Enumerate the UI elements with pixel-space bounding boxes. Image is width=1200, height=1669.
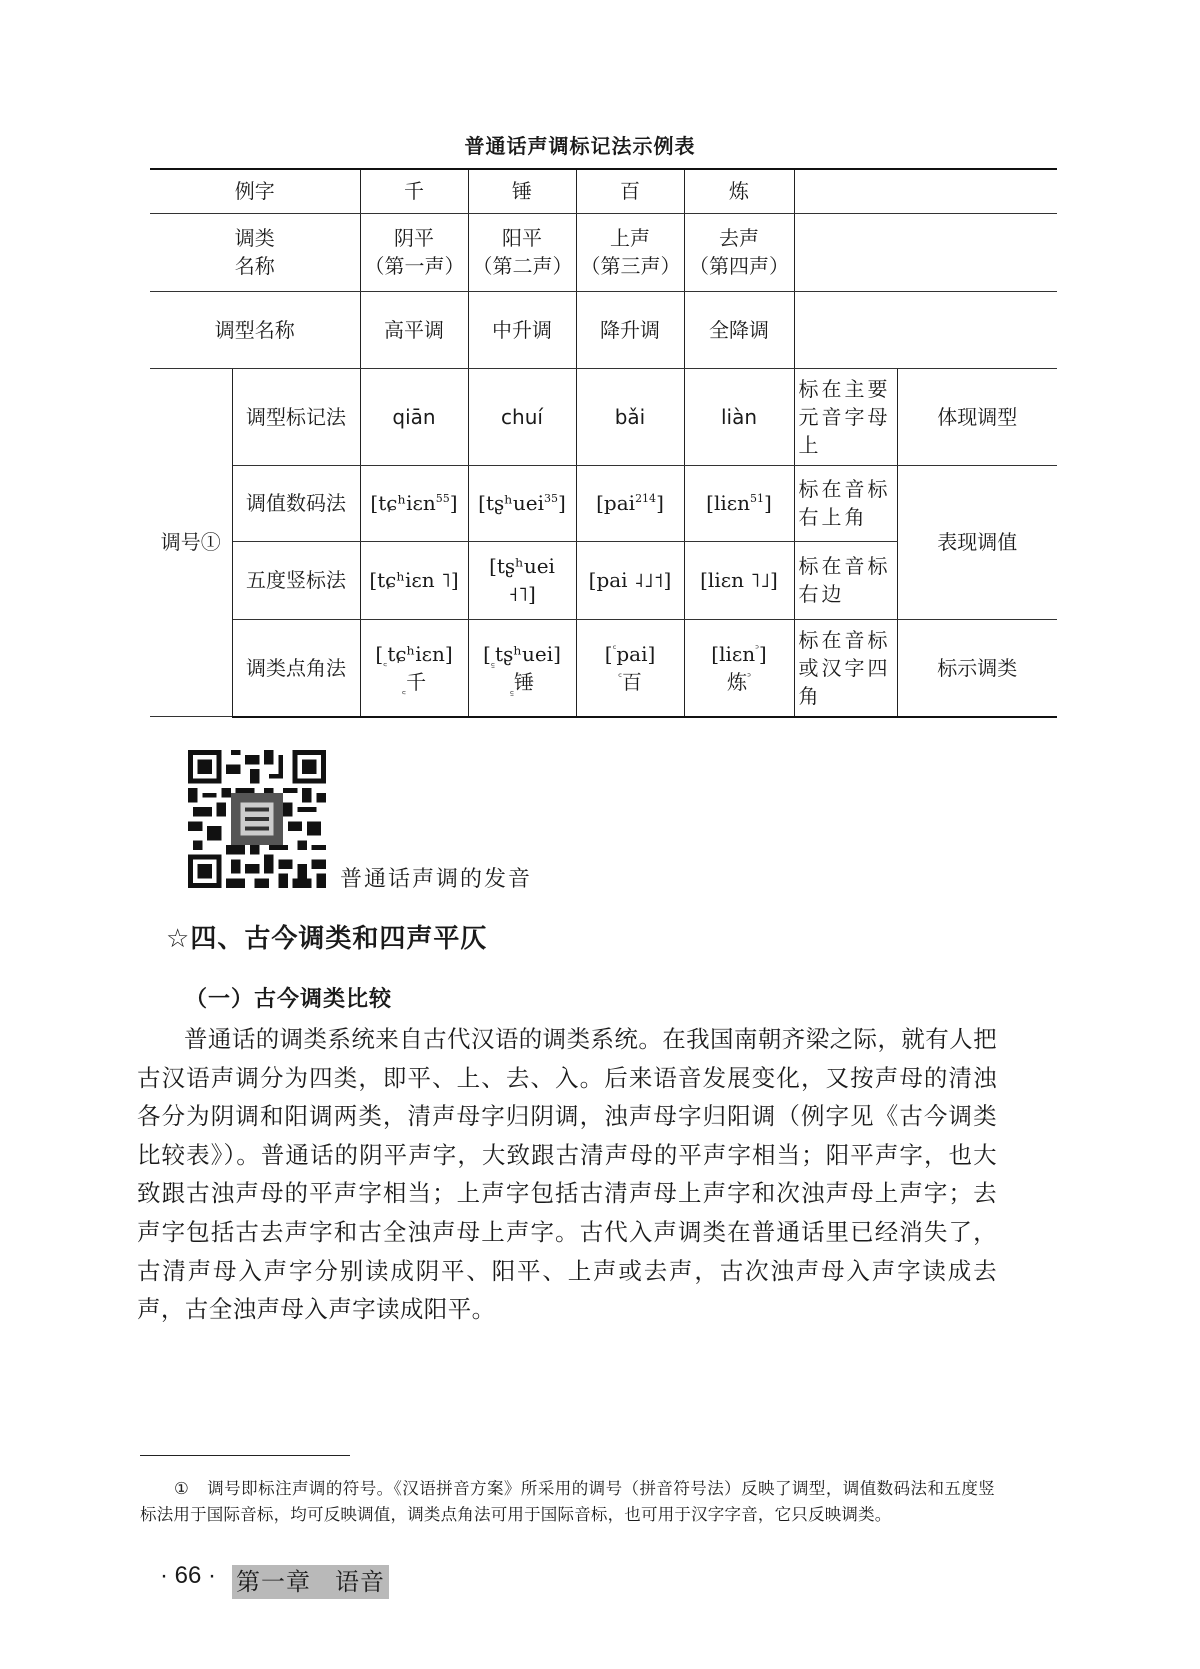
row-header: 例字	[150, 169, 360, 213]
method-label: 调型标记法	[232, 368, 360, 465]
chapter-label: 第一章 语音	[232, 1565, 389, 1599]
star-icon: ☆	[166, 924, 191, 954]
pinyin-cell: chuí	[468, 368, 576, 465]
ipa-cell: $[_꜀tɕʰiɛn]$ $_꜀$千	[360, 619, 468, 717]
tone-class-cell: 阳平 （第二声）	[468, 213, 576, 291]
ipa-cell: [tɕʰiɛn ˥]	[360, 541, 468, 619]
placement-note: 标在主要元音字母上	[794, 368, 897, 465]
pinyin-cell: qiān	[360, 368, 468, 465]
placement-note: 标在音标右边	[794, 541, 897, 619]
ipa-cell: [꜂pai] ꜂百	[576, 619, 684, 717]
ipa-cell: [tɕʰiɛn$^{55}$]	[360, 465, 468, 541]
footnote-divider	[140, 1455, 350, 1456]
table-row-contour-name	[150, 291, 1057, 368]
page-number: · 66 ·	[160, 1562, 217, 1589]
qr-caption: 普通话声调的发音	[340, 867, 533, 892]
table-row-tone-class	[150, 213, 1057, 291]
purpose-cell: 体现调型	[897, 368, 1057, 465]
ipa-cell: [tʂʰuei ˧˥]	[468, 541, 576, 619]
method-label: 调值数码法	[232, 465, 360, 541]
ipa-cell: [pai ˨˩˦]	[576, 541, 684, 619]
contour-cell: 全降调	[684, 291, 794, 368]
placement-note: 标在音标或汉字四角	[794, 619, 897, 717]
contour-cell: 高平调	[360, 291, 468, 368]
tone-class-cell: 阴平 （第一声）	[360, 213, 468, 291]
subsection-heading: （一）古今调类比较	[185, 987, 393, 1012]
method-label: 五度竖标法	[232, 541, 360, 619]
example-char: 锤	[468, 169, 576, 213]
table-title: 普通话声调标记法示例表	[464, 134, 696, 158]
ipa-cell: [liɛn꜄] 炼꜄	[684, 619, 794, 717]
table-row-method	[150, 619, 1057, 717]
placement-note: 标在音标右上角	[794, 465, 897, 541]
purpose-cell: 表现调值	[897, 465, 1057, 619]
footnote: ① 调号即标注声调的符号。《汉语拼音方案》所采用的调号（拼音符号法）反映了调型，调值数码法和五度竖标法用于国际音标，均可反映调值，调类点角法可用于国际音标，也可用于汉字字音，它只反映调类。	[140, 1476, 995, 1528]
contour-cell: 中升调	[468, 291, 576, 368]
group-label-tone-mark: 调号①	[150, 368, 232, 717]
table-row-method	[150, 368, 1057, 465]
method-label: 调类点角法	[232, 619, 360, 717]
footnote-mark: ①	[174, 1479, 189, 1498]
ipa-cell: [pai$^{214}$]	[576, 465, 684, 541]
table-row-example-chars	[150, 169, 1057, 213]
ipa-cell: [liɛn$^{51}$]	[684, 465, 794, 541]
body-paragraph: 普通话的调类系统来自古代汉语的调类系统。在我国南朝齐梁之际，就有人把古汉语声调分为四类，即平、上、去、入。后来语音发展变化，又按声母的清浊各分为阴调和阳调两类，清声母字归阴调，浊声母字归阳调（例字见《古今调类比较表》）。普通话的阴平声字，大致跟古清声母的平声字相当；阳平声字，也大致跟古浊声母的平声字相当；上声字包括古清声母上声字和次浊声母上声字；去声字包括古去声字和古全浊声母上声字。古代入声调类在普通话里已经消失了，古清声母入声字分别读成阴平、阳平、上声或去声，古次浊声母入声字读成去声，古全浊声母入声字读成阳平。	[137, 1025, 997, 1324]
pinyin-cell: bǎi	[576, 368, 684, 465]
contour-cell: 降升调	[576, 291, 684, 368]
ipa-cell: $[_꜁tʂʰuei]$ $_꜁$锤	[468, 619, 576, 717]
pinyin-cell: liàn	[684, 368, 794, 465]
empty-cell	[794, 291, 1057, 368]
row-header: 调型名称	[150, 291, 360, 368]
ipa-cell: [liɛn ˥˩]	[684, 541, 794, 619]
example-char: 百	[576, 169, 684, 213]
row-header: 调类 名称	[150, 213, 360, 291]
tone-class-cell: 上声 （第三声）	[576, 213, 684, 291]
qr-code-icon[interactable]	[188, 750, 326, 888]
example-char: 炼	[684, 169, 794, 213]
ipa-cell: [tʂʰuei$^{35}$]	[468, 465, 576, 541]
example-char: 千	[360, 169, 468, 213]
section-heading: ☆四、古今调类和四声平仄	[166, 924, 488, 954]
qr-code-graphic	[188, 750, 326, 888]
tone-notation-table	[150, 168, 1057, 718]
purpose-cell: 标示调类	[897, 619, 1057, 717]
table-row-method	[150, 465, 1057, 541]
empty-cell	[794, 169, 1057, 213]
tone-class-cell: 去声 （第四声）	[684, 213, 794, 291]
empty-cell	[794, 213, 1057, 291]
